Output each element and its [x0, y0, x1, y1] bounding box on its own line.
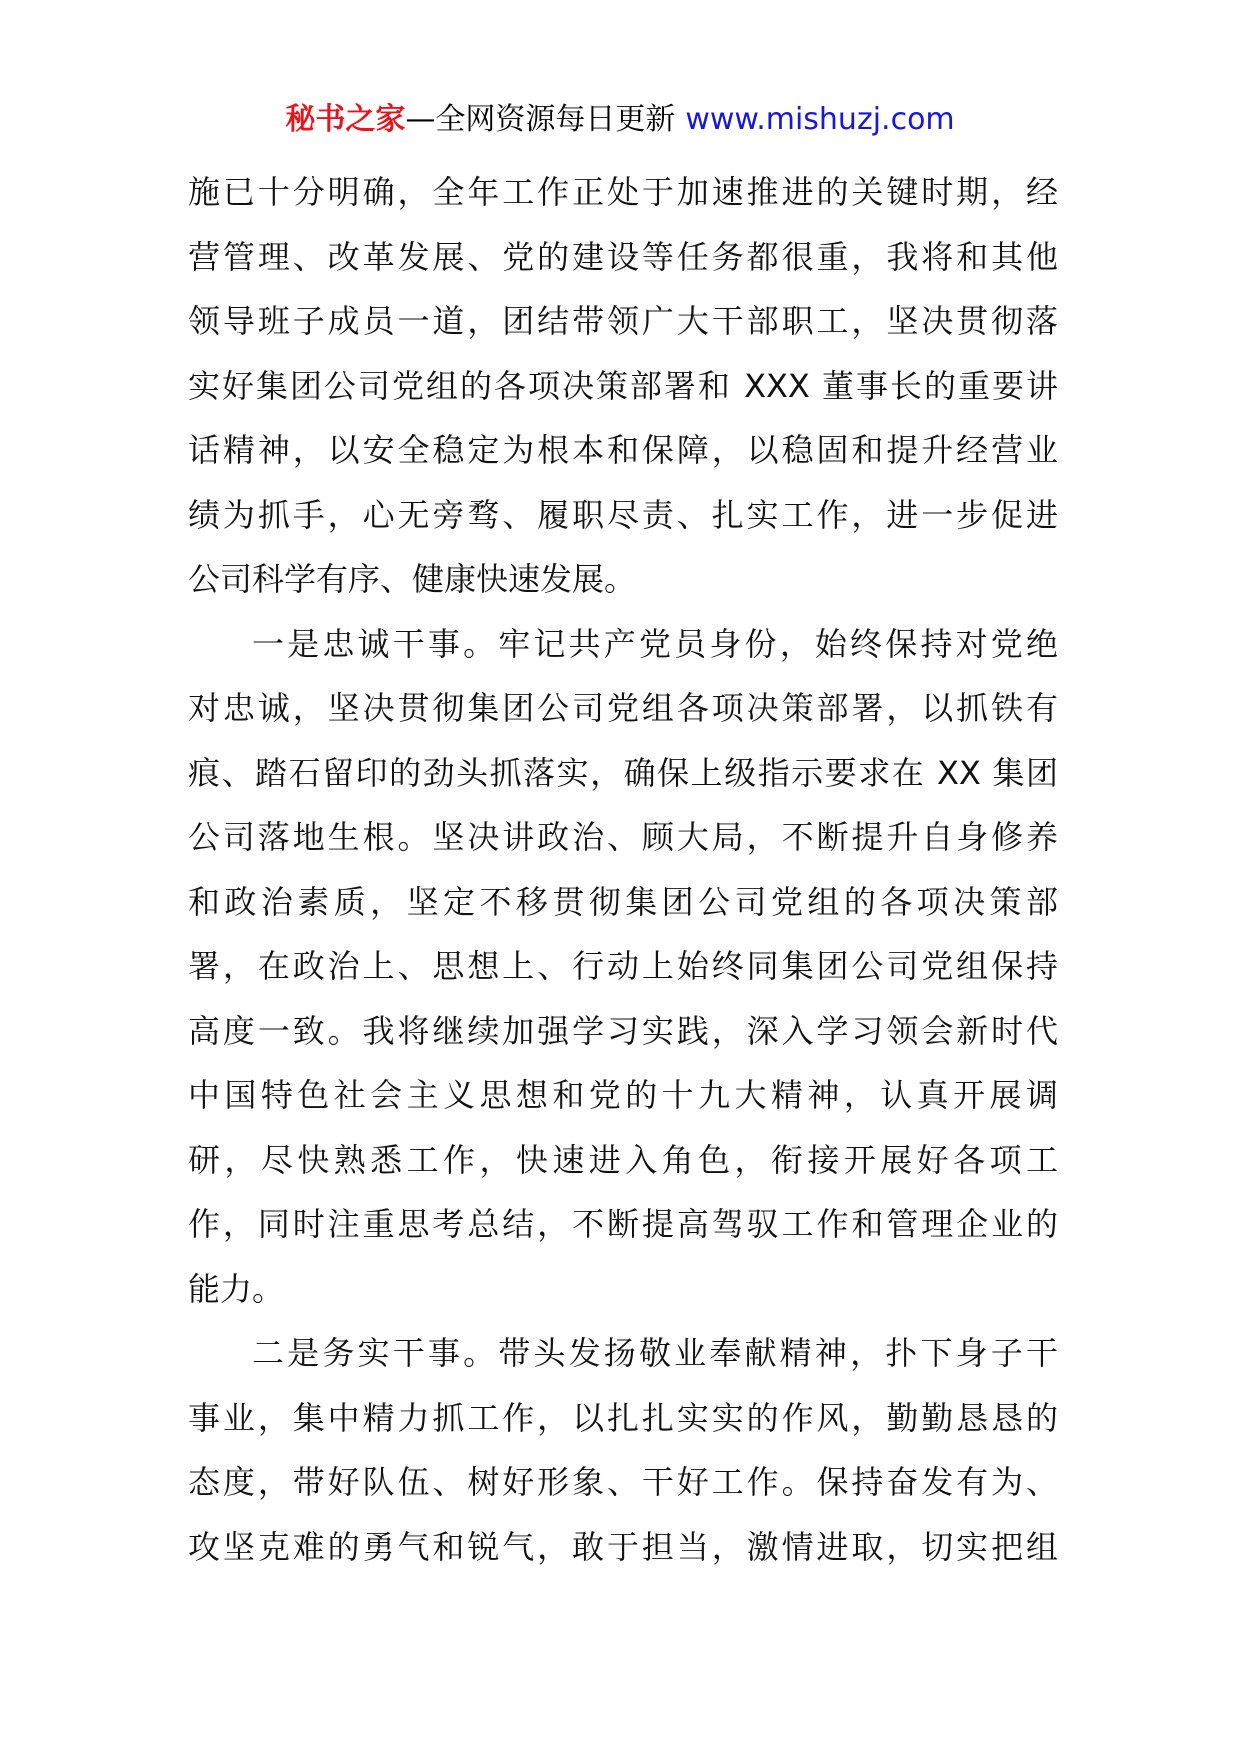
text-line: 研，尽快熟悉工作，快速进入角色，衔接开展好各项工: [188, 1140, 1058, 1179]
text-line: 领导班子成员一道，团结带领广大干部职工，坚决贯彻落: [188, 302, 1058, 340]
text-line: 话精神，以安全稳定为根本和保障，以稳固和提升经营业: [188, 431, 1058, 469]
text-line: 公司科学有序、健康快速发展。: [188, 560, 637, 598]
website-link[interactable]: www.mishuzj.com: [685, 102, 955, 137]
text-line: 事业，集中精力抓工作，以扎扎实实的作风，勤勤恳恳的: [188, 1398, 1058, 1437]
text-line: 能力。: [188, 1269, 285, 1308]
text-line: 施已十分明确，全年工作正处于加速推进的关键时期，经: [188, 173, 1058, 211]
text-line: 绩为抓手，心无旁骛、履职尽责、扎实工作，进一步促进: [188, 495, 1058, 534]
page-header: [0, 100, 1240, 140]
document-body: [188, 160, 1058, 1579]
text-line: 和政治素质，坚定不移贯彻集团公司党组的各项决策部: [188, 882, 1058, 921]
header-slogan: —全网资源每日更新: [405, 102, 676, 137]
paragraph-start-line: 一是忠诚干事。牢记共产党员身份，始终保持对党绝: [252, 624, 1058, 663]
paragraph-start-line: 二是务实干事。带头发扬敬业奉献精神，扑下身子干: [252, 1334, 1058, 1372]
text-line: 痕、踏石留印的劲头抓落实，确保上级指示要求在 XX 集团: [188, 753, 1058, 792]
text-line: 署，在政治上、思想上、行动上始终同集团公司党组保持: [188, 947, 1058, 985]
text-line: 攻坚克难的勇气和锐气，敢于担当，激情进取，切实把组: [188, 1527, 1058, 1566]
text-line: 营管理、改革发展、党的建设等任务都很重，我将和其他: [188, 237, 1058, 276]
text-line: 中国特色社会主义思想和党的十九大精神，认真开展调: [188, 1076, 1058, 1114]
text-line: 实好集团公司党组的各项决策部署和 XXX 董事长的重要讲: [188, 366, 1058, 405]
text-line: 对忠诚，坚决贯彻集团公司党组各项决策部署，以抓铁有: [188, 689, 1058, 727]
text-line: 高度一致。我将继续加强学习实践，深入学习领会新时代: [188, 1011, 1058, 1050]
text-line: 态度，带好队伍、树好形象、干好工作。保持奋发有为、: [188, 1463, 1058, 1501]
brand-name: 秘书之家: [285, 102, 406, 137]
text-line: 公司落地生根。坚决讲政治、顾大局，不断提升自身修养: [188, 818, 1058, 856]
text-line: 作，同时注重思考总结，不断提高驾驭工作和管理企业的: [188, 1205, 1058, 1243]
